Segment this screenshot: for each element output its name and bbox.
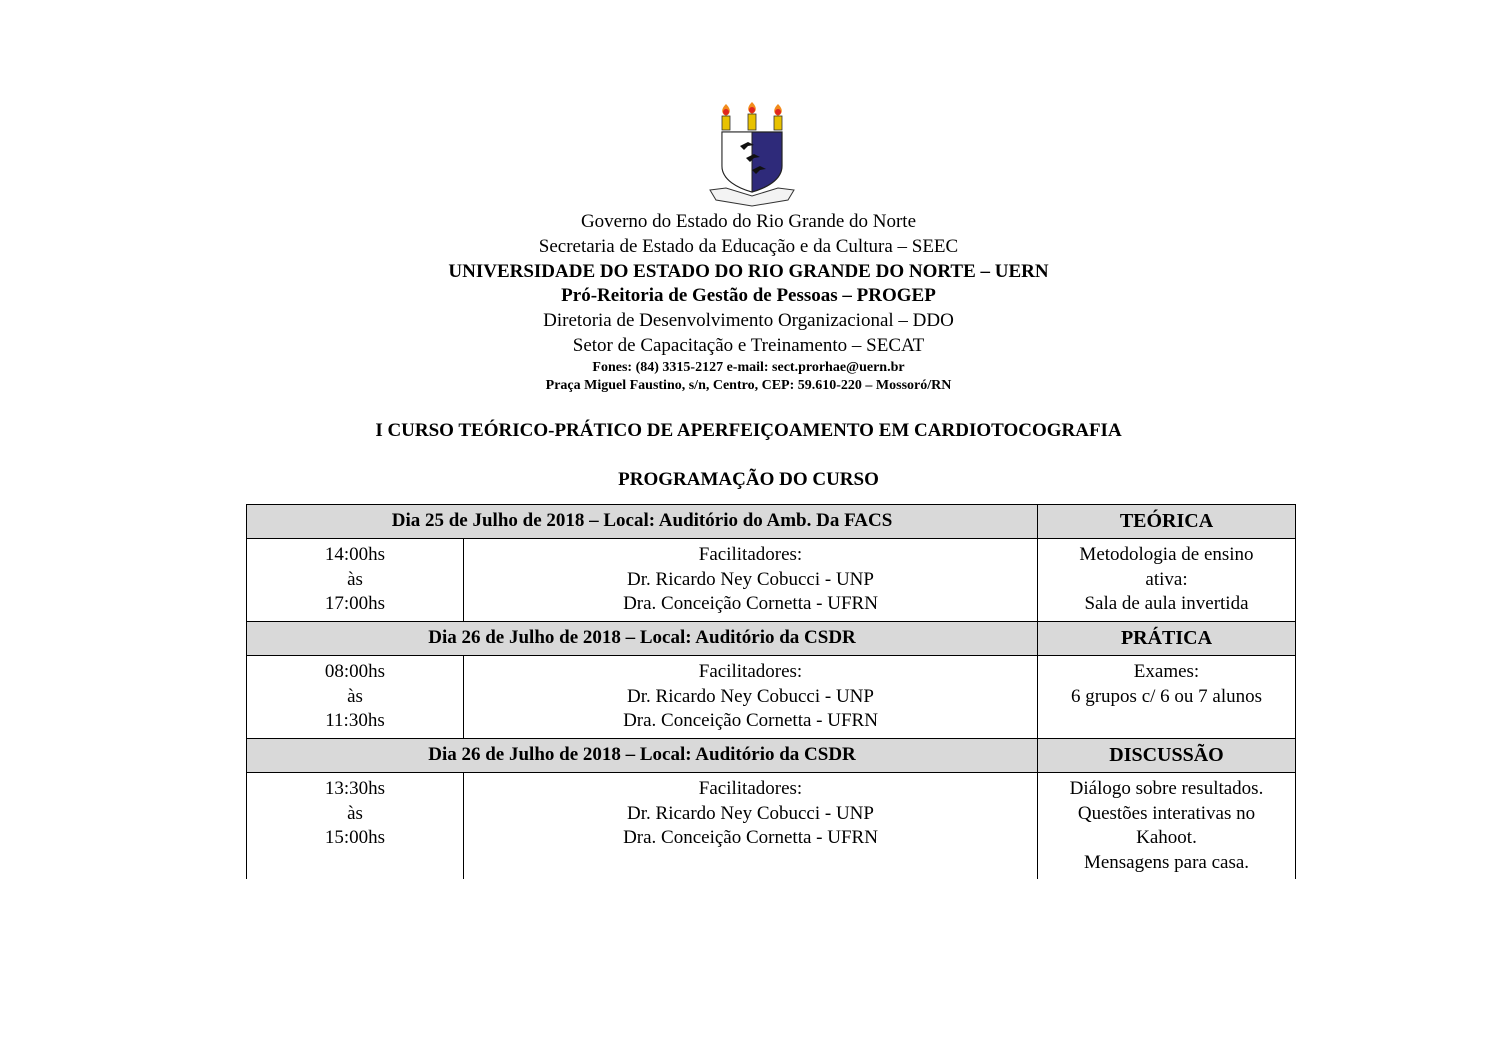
session-header-row (247, 739, 1296, 773)
schedule-table (246, 504, 1296, 879)
session-day-location: Dia 26 de Julho de 2018 – Local: Auditório da CSDR (247, 622, 1038, 656)
sector-line: Setor de Capacitação e Treinamento – SECAT (572, 334, 925, 356)
session-detail-row (247, 539, 1296, 622)
session-header-row (247, 505, 1296, 539)
session-day-location: Dia 25 de Julho de 2018 – Local: Auditório do Amb. Da FACS (247, 505, 1038, 539)
session-day-location: Dia 26 de Julho de 2018 – Local: Auditório da CSDR (247, 739, 1038, 773)
session-facilitators: Facilitadores: Dr. Ricardo Ney Cobucci - UNP Dra. Conceição Cornetta - UFRN (464, 539, 1038, 622)
secretariat-line: Secretaria de Estado da Educação e da Cultura – SEEC (538, 235, 959, 257)
address-line: Praça Miguel Faustino, s/n, Centro, CEP: 59.610-220 – Mossoró/RN (545, 377, 952, 393)
session-type: PRÁTICA (1038, 622, 1296, 656)
directorate-line: Diretoria de Desenvolvimento Organizacional – DDO (543, 310, 954, 332)
torch-icon (774, 104, 782, 130)
contact-line: Fones: (84) 3315-2127 e-mail: sect.prorhae@uern.br (592, 359, 905, 375)
session-detail-row (247, 656, 1296, 739)
session-type: TEÓRICA (1038, 505, 1296, 539)
session-header-row (247, 622, 1296, 656)
session-notes: Exames: 6 grupos c/ 6 ou 7 alunos (1038, 656, 1296, 739)
government-line: Governo do Estado do Rio Grande do Norte (580, 211, 917, 232)
torch-icon (748, 102, 756, 130)
session-facilitators: Facilitadores: Dr. Ricardo Ney Cobucci - UNP Dra. Conceição Cornetta - UFRN (464, 773, 1038, 880)
session-detail-row (247, 773, 1296, 880)
session-time: 14:00hs às 17:00hs (247, 539, 464, 622)
university-coat-of-arms-logo (706, 100, 798, 208)
session-facilitators: Facilitadores: Dr. Ricardo Ney Cobucci - UNP Dra. Conceição Cornetta - UFRN (464, 656, 1038, 739)
program-title: PROGRAMAÇÃO DO CURSO (618, 469, 879, 490)
pro-rectorate-line: Pró-Reitoria de Gestão de Pessoas – PROGEP (561, 285, 936, 307)
institution-header (0, 210, 1497, 395)
session-type: DISCUSSÃO (1038, 739, 1296, 773)
course-title: I CURSO TEÓRICO-PRÁTICO DE APERFEIÇOAMENTO EM CARDIOTOCOGRAFIA (375, 420, 1122, 441)
torch-icon (722, 104, 730, 130)
session-time: 08:00hs às 11:30hs (247, 656, 464, 739)
university-line: UNIVERSIDADE DO ESTADO DO RIO GRANDE DO NORTE – UERN (448, 260, 1049, 282)
session-notes: Metodologia de ensino ativa: Sala de aula invertida (1038, 539, 1296, 622)
session-notes: Diálogo sobre resultados. Questões interativas no Kahoot. Mensagens para casa. (1038, 773, 1296, 880)
session-time: 13:30hs às 15:00hs (247, 773, 464, 880)
